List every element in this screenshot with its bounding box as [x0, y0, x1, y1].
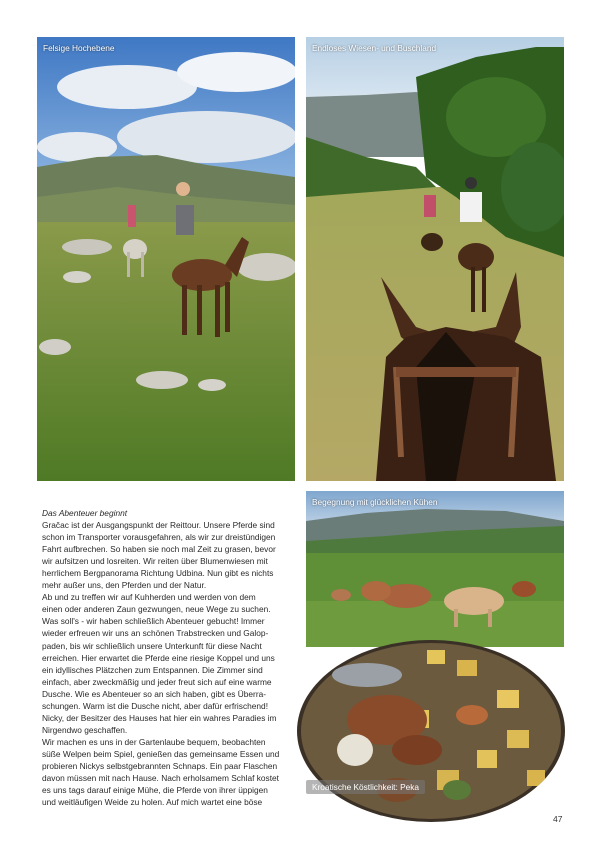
article-line: mehr außer uns, den Pferden und der Natur.	[42, 580, 207, 591]
photo-caption: Begegnung mit glücklichen Kühen	[312, 497, 438, 507]
article-line: erreichen. Hier erwartet die Pferde eine riesige Koppel und uns	[42, 652, 275, 663]
article-line: und weitläufigen Weide zu holen. Auf mich wartet eine böse	[42, 797, 263, 808]
article-line: ein idyllisches Plätzchen zum Entspannen. Die Zimmer sind	[42, 664, 263, 675]
article-line: einen oder anderen Zaun gezwungen, neue Wege zu suchen.	[42, 604, 271, 615]
article-line: probieren Nickys selbstgebrannten Schnaps. Ein paar Flaschen	[42, 760, 278, 771]
article-line: einfach, aber zweckmäßig und jeder freut sich auf eine warme	[42, 676, 272, 687]
article-line: Dusche. Wie es Abenteuer so an sich haben, gibt es Überra-	[42, 688, 267, 699]
photo-caption: Felsige Hochebene	[43, 43, 115, 53]
article-line: wieder erfreuen wir uns an schönen Trabstrecken und Galop-	[42, 628, 269, 639]
article-heading: Das Abenteuer beginnt	[42, 508, 128, 518]
photo-cows	[306, 491, 564, 647]
article-line: davon müssen mit nach Hause. Nach erholsamem Schlaf kostet	[42, 773, 279, 784]
page-number: 47	[553, 814, 563, 824]
photo-caption: Endloses Wiesen- und Buschland	[312, 43, 437, 53]
article-body	[42, 507, 296, 808]
article-line: schon im Transporter vorausgefahren, als wir zur dreistündigen	[42, 532, 276, 543]
article-line: schungen. Warm ist die Dusche nicht, aber dafür erfrischend!	[42, 700, 269, 711]
article-line: Nicky, der Besitzer des Hauses hat hier ein wahres Paradies im	[42, 712, 277, 723]
photo-rocky-plateau	[37, 37, 295, 481]
rocky-plateau-image	[37, 37, 295, 481]
photo-grassland	[306, 37, 564, 481]
article-line: Gračac ist der Ausgangspunkt der Reittour. Unsere Pferde sind	[42, 520, 275, 531]
photo-peka	[297, 640, 565, 822]
article-line: Ab und zu treffen wir auf Kuhherden und werden von dem	[42, 592, 256, 603]
article-line: Wir machen es uns in der Gartenlaube bequem, beobachten	[42, 736, 266, 747]
article-line: Nirgendwo geschaffen.	[42, 724, 128, 735]
article-line: Was soll's - wir haben schließlich Abenteuer gebucht! Immer	[42, 616, 265, 627]
article-line: herrlichem Bergpanorama Richtung Udbina. Nun gibt es nichts	[42, 568, 274, 579]
article-line: es uns tags darauf einige Mühe, die Pferde von ihrer üppigen	[42, 785, 268, 796]
article-line: süße Welpen beim Spiel, genießen das gemeinsame Essen und	[42, 748, 280, 759]
photo-caption: Kroatische Köstlichkeit: Peka	[306, 780, 425, 794]
article-line: paden, bis wir schließlich unsere Unterkunft für diese Nacht	[42, 640, 262, 651]
article-line: Fahrt aufbrechen. So haben sie noch mal Zeit zu grasen, bevor	[42, 544, 276, 555]
cows-image	[306, 491, 564, 647]
peka-image	[297, 640, 565, 822]
grassland-image	[306, 37, 564, 481]
article-line: wir aufsitzen und losreiten. Wir reiten über Blumenwiesen mit	[42, 556, 268, 567]
